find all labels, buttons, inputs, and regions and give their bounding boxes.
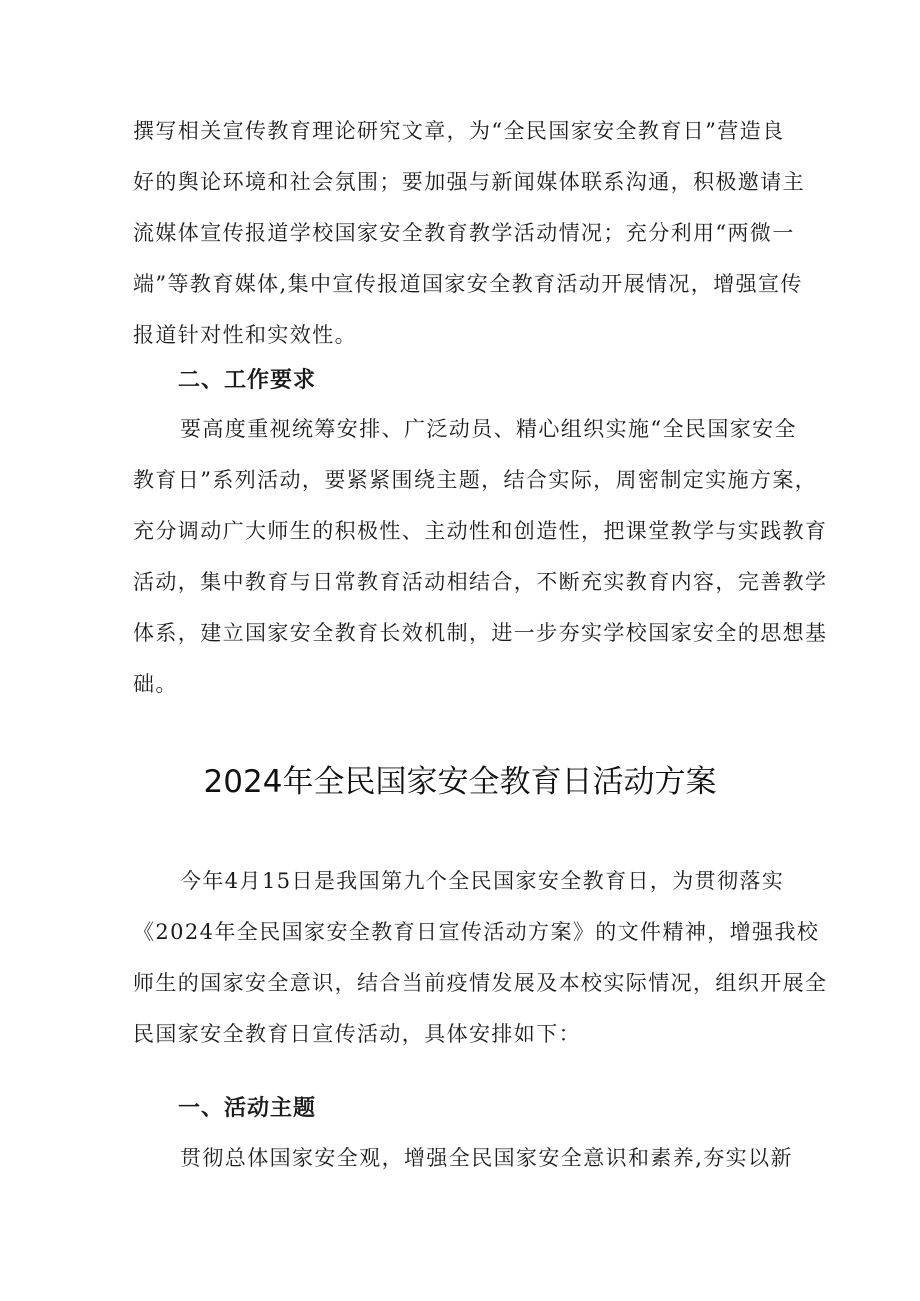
paragraph-line: 师生的国家安全意识，结合当前疫情发展及本校实际情况，组织开展全: [133, 971, 828, 995]
section-heading-activity-theme: 一、活动主题: [178, 1096, 317, 1121]
paragraph-line: 《2024年全民国家安全教育日宣传活动方案》的文件精神，增强我校: [133, 920, 820, 944]
paragraph-line: 报道针对性和实效性。: [133, 323, 357, 347]
section-heading-work-requirements: 二、工作要求: [178, 368, 317, 393]
paragraph-line: 今年4月15日是我国第九个全民国家安全教育日，为贯彻落实: [180, 869, 785, 893]
paragraph-line: 流媒体宣传报道学校国家安全教育教学活动情况；充分利用“两微一: [133, 221, 795, 245]
paragraph-line: 好的舆论环境和社会氛围；要加强与新闻媒体联系沟通，积极邀请主: [133, 170, 805, 194]
paragraph-line: 端”等教育媒体,集中宣传报道国家安全教育活动开展情况，增强宣传: [133, 272, 803, 296]
document-title: 2024年全民国家安全教育日活动方案: [203, 764, 717, 800]
paragraph-line: 贯彻总体国家安全观，增强全民国家安全意识和素养,夯实以新: [180, 1146, 793, 1170]
paragraph-line: 教育日”系列活动，要紧紧围绕主题，结合实际，周密制定实施方案，: [133, 468, 818, 492]
paragraph-line: 民国家安全教育日宣传活动，具体安排如下：: [133, 1022, 581, 1046]
paragraph-line: 撰写相关宣传教育理论研究文章，为“全民国家安全教育日”营造良: [133, 119, 785, 143]
paragraph-line: 础。: [133, 672, 178, 696]
paragraph-line: 体系，建立国家安全教育长效机制，进一步夯实学校国家安全的思想基: [133, 621, 828, 645]
paragraph-line: 活动，集中教育与日常教育活动相结合，不断充实教育内容，完善教学: [133, 570, 828, 594]
paragraph-line: 充分调动广大师生的积极性、主动性和创造性，把课堂教学与实践教育: [133, 519, 828, 543]
paragraph-line: 要高度重视统筹安排、广泛动员、精心组织实施“全民国家安全: [180, 417, 797, 441]
